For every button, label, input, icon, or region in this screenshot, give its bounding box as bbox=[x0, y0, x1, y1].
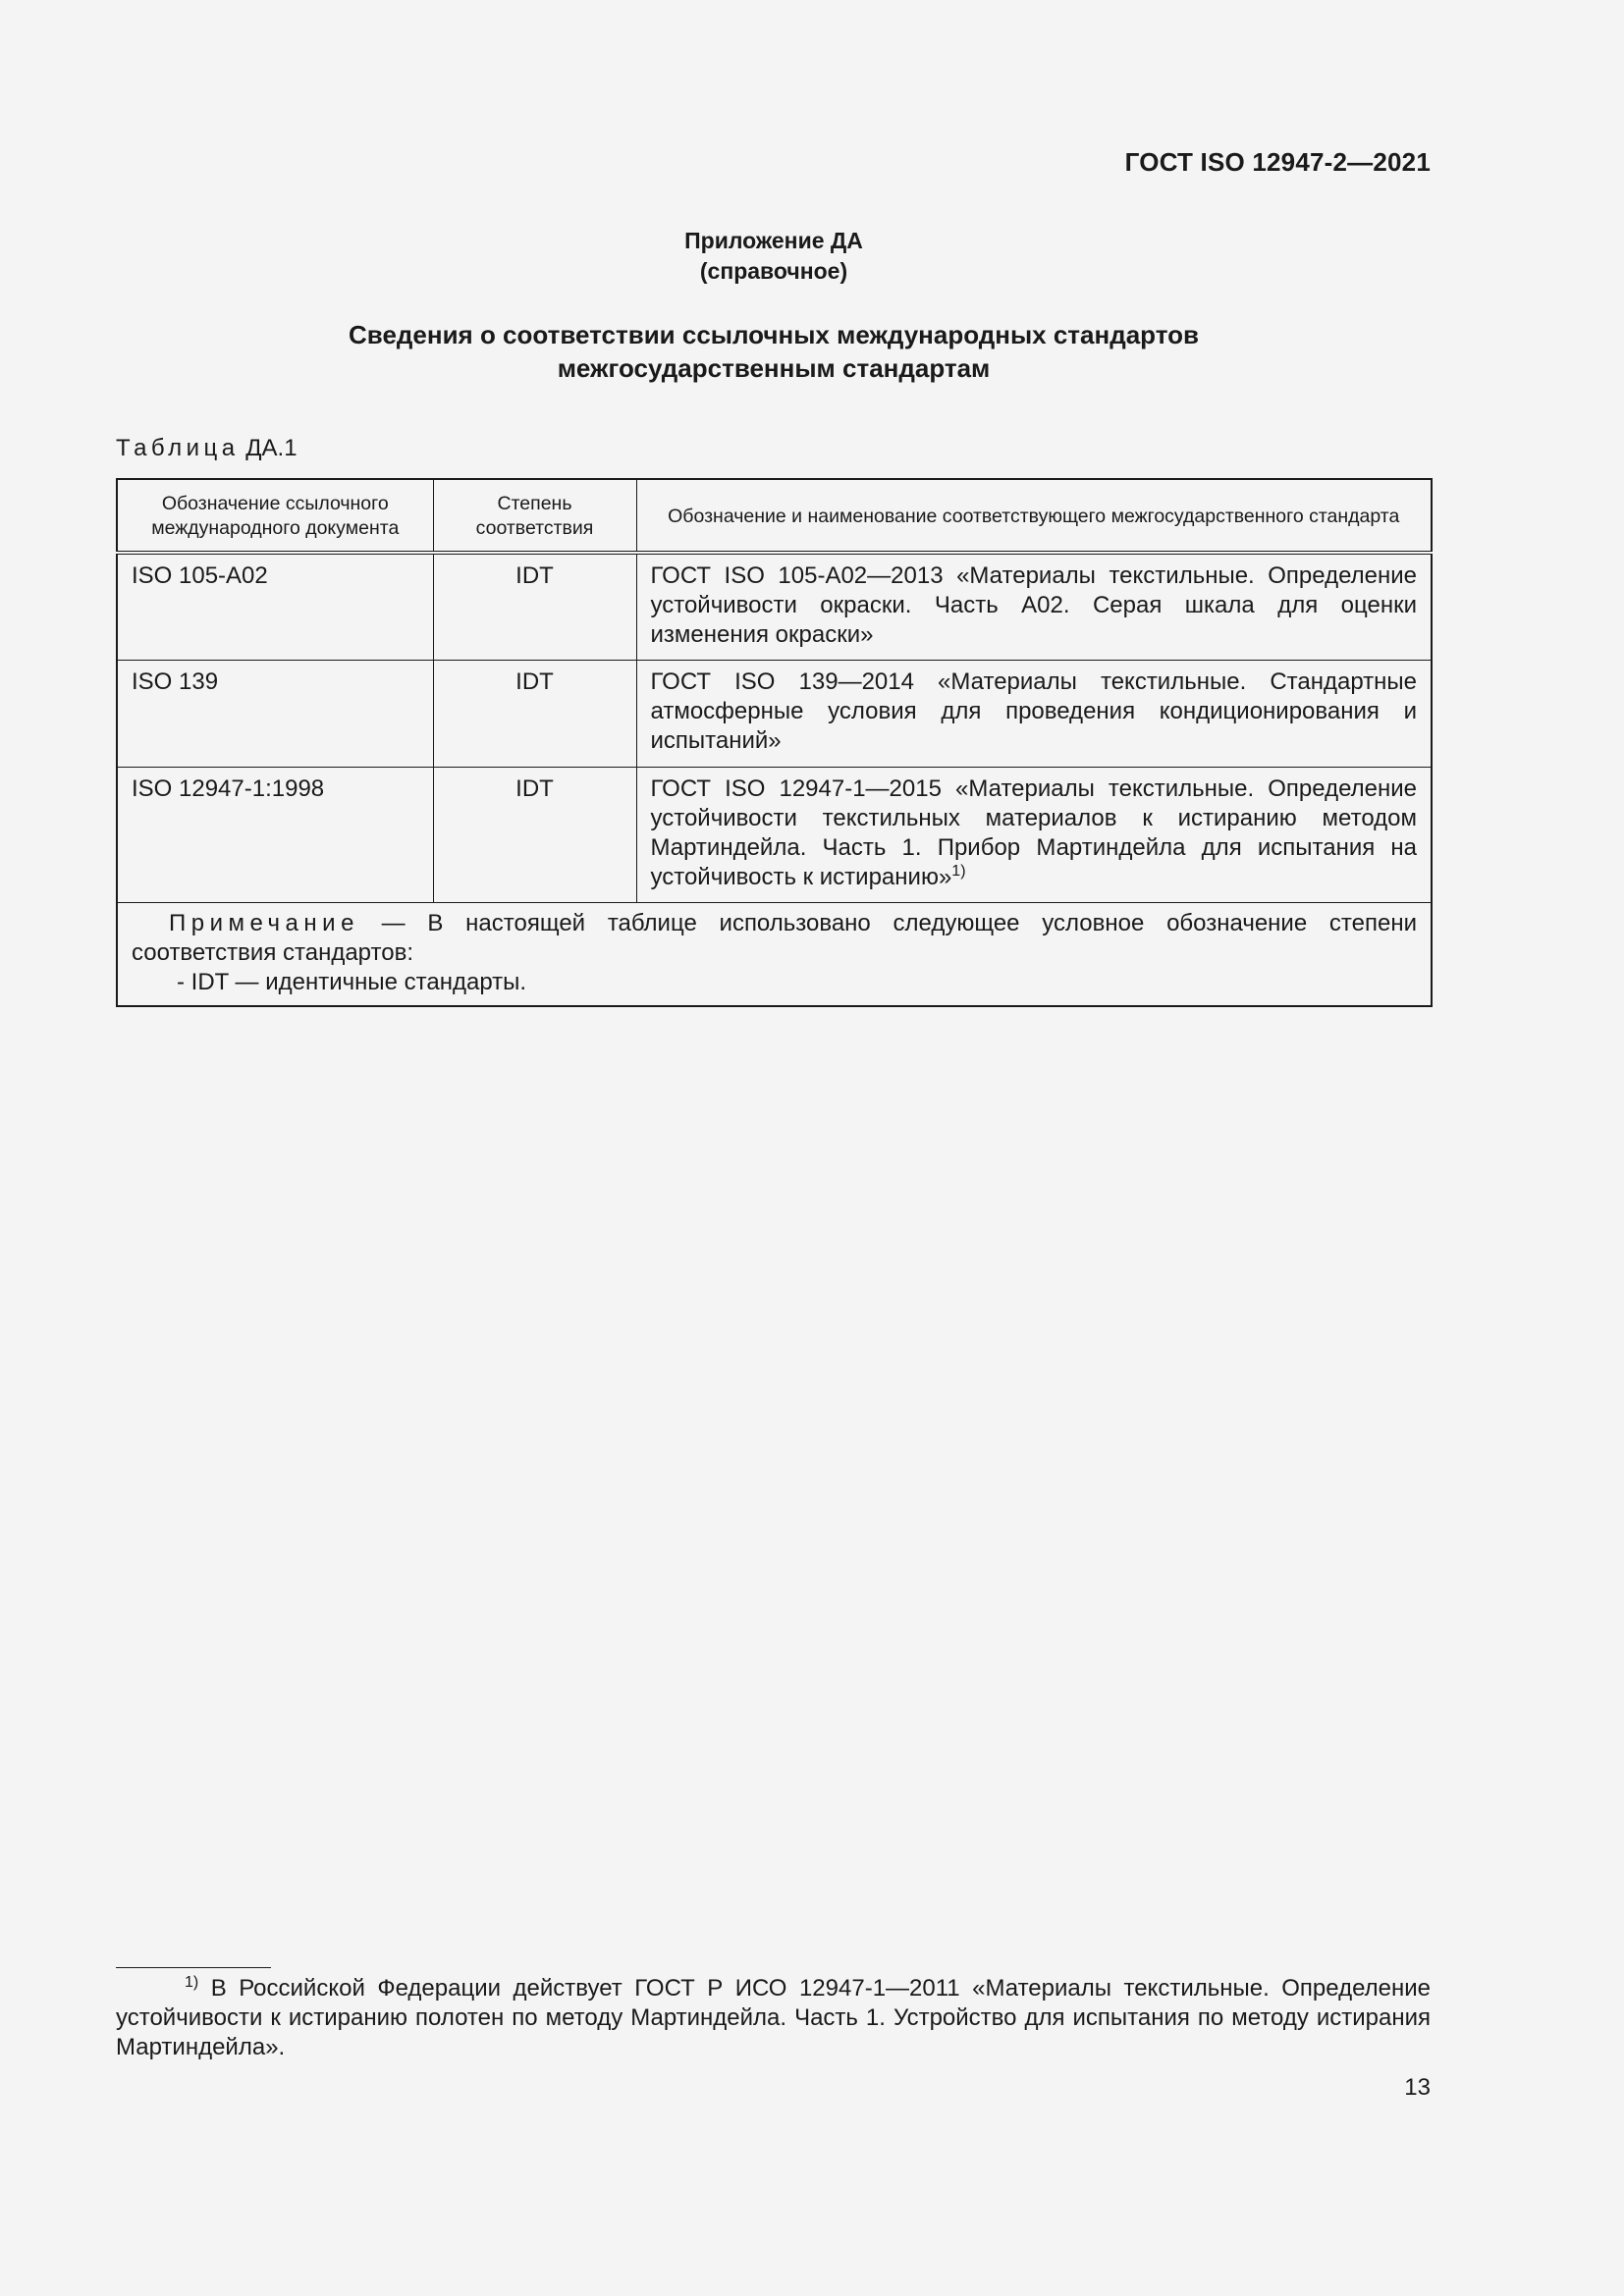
table-caption-number: ДА.1 bbox=[245, 435, 298, 461]
document-code: ГОСТ ISO 12947-2—2021 bbox=[1124, 147, 1431, 177]
cell-standard-text: ГОСТ ISO 105-A02—2013 «Материалы текстильные. Определение устойчивости окраски. Часть А02. Серая шкала для оценки изменения окраски» bbox=[650, 562, 1417, 648]
header-degree: Степень соответствия bbox=[433, 479, 636, 553]
footnote-text: В Российской Федерации действует ГОСТ Р ИСО 12947-1—2011 «Материалы текстильные. Определение устойчивости к истиранию полотен по методу Мартиндейла. Часть 1. Устройство для испытания по методу истирания Мартиндейла». bbox=[116, 1975, 1431, 2060]
cell-standard bbox=[636, 660, 1432, 767]
cell-standard bbox=[636, 767, 1432, 902]
annex-heading bbox=[0, 226, 1547, 287]
cell-standard bbox=[636, 553, 1432, 660]
note-list-item: - IDT — идентичные стандарты. bbox=[177, 968, 527, 995]
annex-title: Приложение ДА bbox=[684, 228, 863, 253]
footnote-divider bbox=[116, 1967, 271, 1968]
note-text: — В настоящей таблице использовано следующее условное обозначение степени соответствия стандартов: bbox=[132, 909, 1417, 966]
table-caption bbox=[116, 435, 298, 462]
page-number: 13 bbox=[1404, 2074, 1431, 2101]
table-row bbox=[117, 767, 1432, 902]
table-header-row bbox=[117, 479, 1432, 553]
footnote-block bbox=[116, 1975, 1431, 2060]
cell-degree: IDT bbox=[433, 767, 636, 902]
cell-degree: IDT bbox=[433, 660, 636, 767]
header-reference-document: Обозначение ссылочного международного документа bbox=[117, 479, 433, 553]
header-interstate-standard: Обозначение и наименование соответствующего межгосударственного стандарта bbox=[636, 479, 1432, 553]
footnote-mark: 1) bbox=[185, 1974, 199, 1991]
annex-subtitle: (справочное) bbox=[699, 258, 848, 284]
cell-reference: ISO 105-A02 bbox=[117, 553, 433, 660]
note-label: Примечание bbox=[169, 909, 359, 936]
table-note bbox=[117, 902, 1432, 1006]
correspondence-table bbox=[116, 478, 1433, 1007]
cell-standard-text: ГОСТ ISO 139—2014 «Материалы текстильные. Стандартные атмосферные условия для проведения кондиционирования и испытаний» bbox=[650, 667, 1417, 754]
cell-reference: ISO 139 bbox=[117, 660, 433, 767]
table-caption-word: Таблица bbox=[116, 435, 240, 461]
cell-standard-text: ГОСТ ISO 12947-1—2015 «Материалы текстильные. Определение устойчивости текстильных материалов к истиранию методом Мартиндейла. Часть 1. Прибор Мартиндейла для испытания на устойчивость к истиранию» bbox=[650, 774, 1417, 890]
page-title-line-1: Сведения о соответствии ссылочных международных стандартов bbox=[349, 320, 1199, 349]
table-row bbox=[117, 553, 1432, 660]
page-title bbox=[0, 318, 1547, 385]
page-title-line-2: межгосударственным стандартам bbox=[557, 353, 991, 383]
cell-reference: ISO 12947-1:1998 bbox=[117, 767, 433, 902]
footnote bbox=[116, 1974, 1431, 2062]
table-row bbox=[117, 660, 1432, 767]
table-note-row bbox=[117, 902, 1432, 1006]
cell-degree: IDT bbox=[433, 553, 636, 660]
footnote-reference[interactable]: 1) bbox=[951, 862, 966, 880]
